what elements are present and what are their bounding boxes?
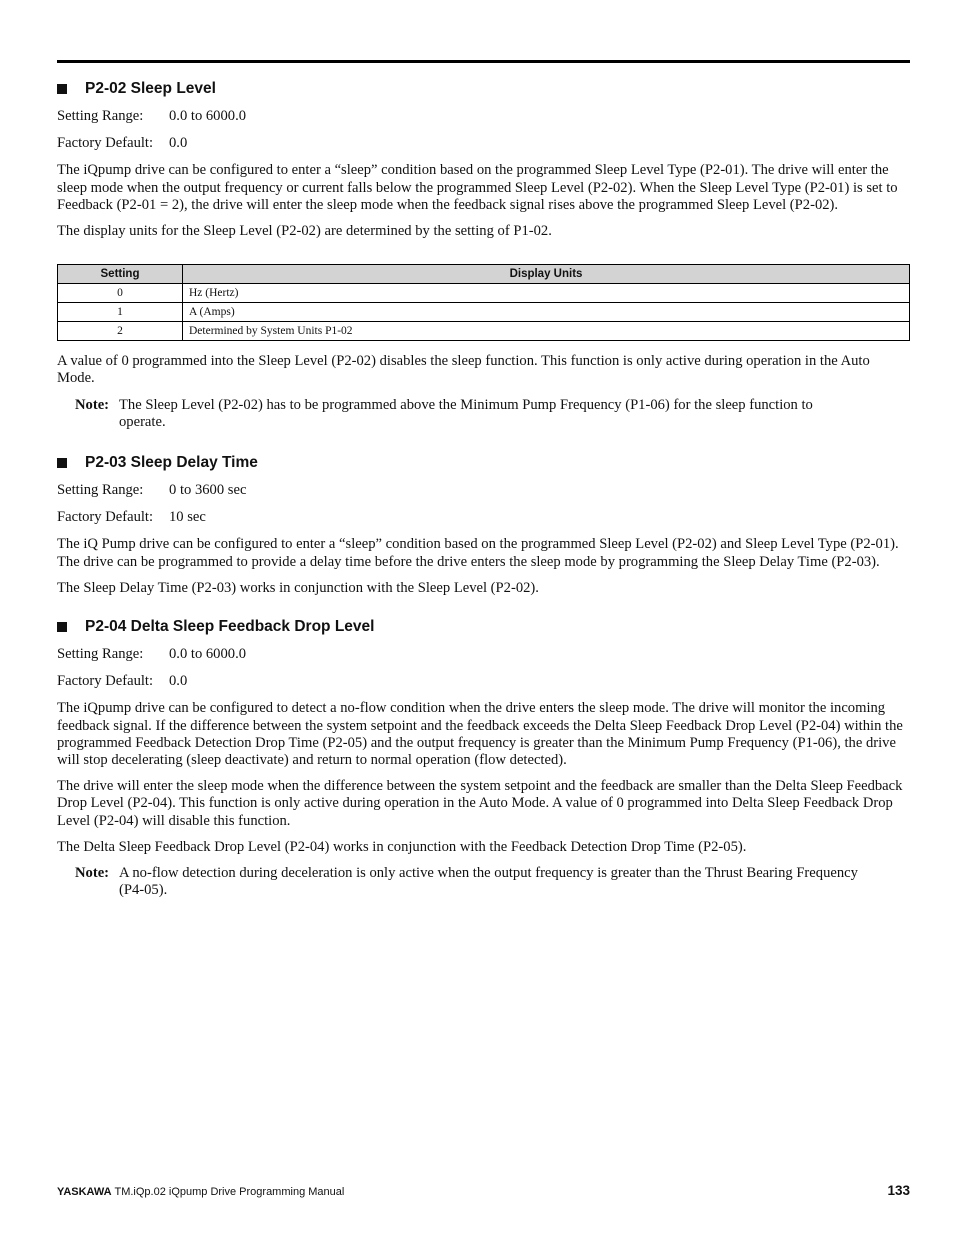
footer-brand: YASKAWA	[57, 1186, 112, 1198]
table-cell-units: Determined by System Units P1-02	[183, 322, 910, 341]
table-row	[58, 303, 910, 322]
factory-default-label: Factory Default:	[57, 135, 154, 152]
factory-default	[57, 509, 910, 526]
setting-range-label: Setting Range:	[57, 646, 144, 663]
note	[75, 397, 860, 431]
square-bullet-icon	[57, 84, 67, 94]
square-bullet-icon	[57, 458, 67, 468]
note-label: Note:	[75, 396, 110, 413]
footer-manual-name: TM.iQp.02 iQpump Drive Programming Manual	[114, 1186, 345, 1198]
footer-manual-title	[57, 1184, 344, 1201]
table-cell-units: A (Amps)	[183, 303, 910, 322]
display-units-table	[57, 264, 910, 341]
table-header-row	[58, 265, 910, 284]
factory-default	[57, 135, 910, 152]
page-content	[57, 79, 910, 917]
section-p2-04	[57, 617, 910, 899]
page-number: 133	[887, 1183, 910, 1198]
table-cell-setting: 1	[58, 303, 183, 322]
factory-default-label: Factory Default:	[57, 509, 154, 526]
table-row	[58, 284, 910, 303]
setting-range-label: Setting Range:	[57, 482, 144, 499]
setting-range-value: 0 to 3600 sec	[169, 482, 247, 499]
note-label: Note:	[75, 865, 110, 882]
square-bullet-icon	[57, 622, 67, 632]
table-cell-units: Hz (Hertz)	[183, 284, 910, 303]
table-header-display-units: Display Units	[183, 265, 910, 284]
section-p2-02	[57, 79, 910, 431]
section-heading	[57, 453, 910, 472]
setting-range-value: 0.0 to 6000.0	[169, 108, 247, 124]
setting-range-label: Setting Range:	[57, 108, 144, 124]
body-paragraph: A value of 0 programmed into the Sleep Level (P2-02) disables the sleep function. This function is only active during operation in the Auto Mode.	[57, 353, 870, 387]
factory-default	[57, 673, 910, 690]
setting-range	[57, 482, 910, 499]
section-title: P2-03 Sleep Delay Time	[85, 454, 258, 472]
table-cell-setting: 0	[58, 284, 183, 303]
body-paragraph: The display units for the Sleep Level (P2-02) are determined by the setting of P1-02.	[57, 223, 552, 240]
body-paragraph: The iQpump drive can be configured to enter a “sleep” condition based on the programmed Sleep Level Type (P2-01). The drive will enter the sleep mode when the output frequency or current falls below the programmed Sleep Level (P2-02). When the Sleep Level Type (P2-01) is set to Feedback (P2-01 = 2), the drive will enter the sleep mode when the feedback signal rises above the programmed Sleep Level (P2-02).	[57, 162, 898, 213]
body-paragraph: The drive will enter the sleep mode when the difference between the system setpoint and the feedback are smaller than the Delta Sleep Feedback Drop Level (P2-04). This function is only active during operation in the Auto Mode. A value of 0 programmed into Delta Sleep Feedback Drop Level (P2-04) will disable this function.	[57, 778, 903, 829]
setting-range-value: 0.0 to 6000.0	[169, 646, 247, 663]
factory-default-label: Factory Default:	[57, 673, 154, 690]
setting-range	[57, 646, 910, 663]
factory-default-value: 0.0	[169, 135, 188, 152]
note-text: The Sleep Level (P2-02) has to be programmed above the Minimum Pump Frequency (P1-06) for the sleep function to operate.	[119, 396, 813, 430]
body-paragraph: The Sleep Delay Time (P2-03) works in conjunction with the Sleep Level (P2-02).	[57, 579, 539, 596]
body-paragraph: The iQ Pump drive can be configured to enter a “sleep” condition based on the programmed Sleep Level (P2-02) and Sleep Level Type (P2-01). The drive can be programmed to provide a delay time before the drive enters the sleep mode by programming the Sleep Delay Time (P2-03).	[57, 536, 899, 570]
section-title: P2-04 Delta Sleep Feedback Drop Level	[85, 618, 375, 636]
factory-default-value: 10 sec	[169, 509, 206, 526]
page-footer	[57, 1182, 910, 1201]
body-paragraph: The iQpump drive can be configured to detect a no-flow condition when the drive enters the sleep mode. The drive will monitor the incoming feedback signal. If the difference between the system setpoint and the feedback exceeds the Delta Sleep Feedback Drop Level (P2-04) within the programmed Feedback Detection Drop Time (P2-05) and the output frequency is greater than the Minimum Pump Frequency (P1-06), the drive will stop decelerating (sleep deactivate) and return to normal operation (flow detected).	[57, 700, 903, 769]
section-heading	[57, 79, 910, 98]
setting-range	[57, 108, 910, 125]
factory-default-value: 0.0	[169, 673, 188, 690]
table-row	[58, 322, 910, 341]
header-rule	[57, 60, 910, 63]
table-header-setting: Setting	[58, 265, 183, 284]
section-p2-03	[57, 453, 910, 597]
section-title: P2-02 Sleep Level	[85, 80, 216, 97]
body-paragraph: The Delta Sleep Feedback Drop Level (P2-04) works in conjunction with the Feedback Detection Drop Time (P2-05).	[57, 838, 747, 855]
note-text: A no-flow detection during deceleration is only active when the output frequency is greater than the Thrust Bearing Frequency (P4-05).	[119, 865, 858, 899]
section-heading	[57, 617, 910, 636]
note	[75, 865, 860, 899]
table-cell-setting: 2	[58, 322, 183, 341]
